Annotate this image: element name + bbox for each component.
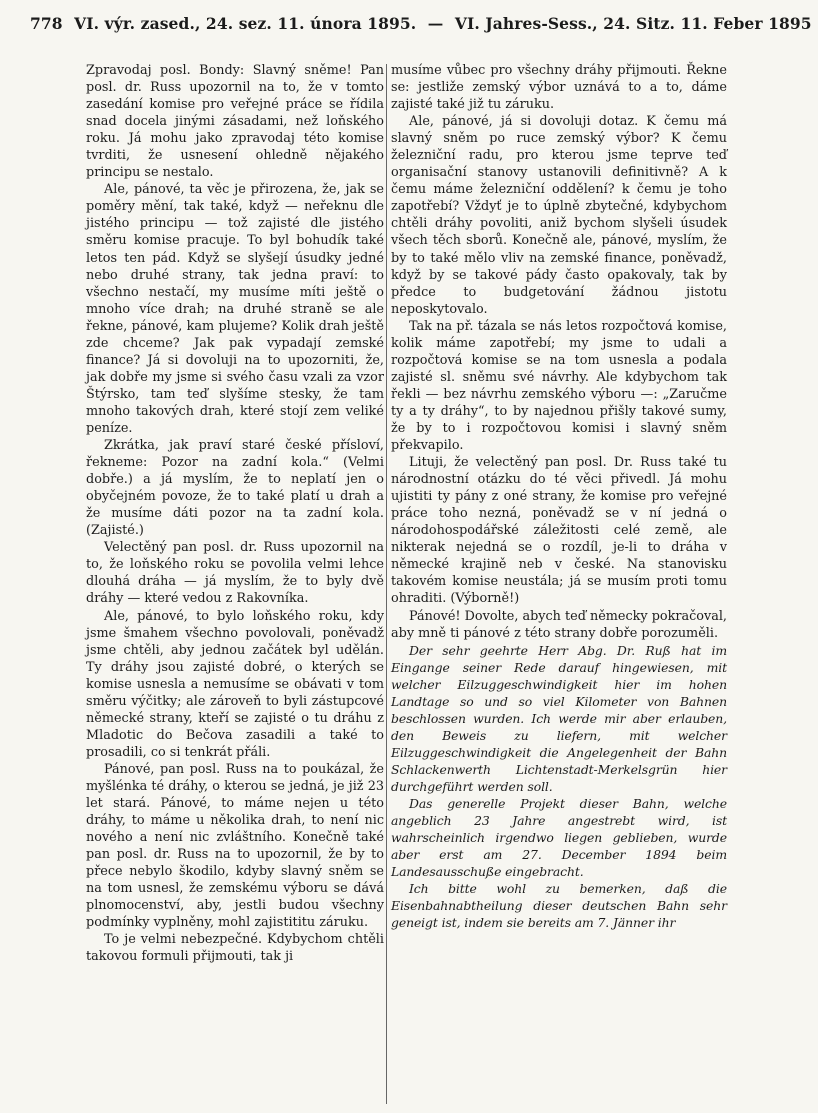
paragraph: Ale, pánové, ta věc je přirozena, že, jak se poměry mění, tak také, když — neřeknu dle jistého principu — tož zajisté dle jistého směru komise pracuje. To byl bohudík také letos ten pád. Když se slyšejí úsudky jedné nebo druhé strany, tak jedna praví: to všechno nestačí, my musíme míti ještě o mnoho více drah; na druhé straně se ale řekne, pánové, kam plujeme? Kolik drah ještě zde chceme? Jak pak vypadají zemské finance? Já si dovoluji na to upozorniti, že, jak dobře my jsme si svého času vzali za vzor Štýrsko, tam teď slyšíme stesky, že tam mnoho takových drah, které stojí zem veliké peníze. — [86, 182, 384, 436]
paragraph: Tak na př. tázala se nás letos rozpočtová komise, kolik máme zapotřebí; my jsme to udali a rozpočtová komise se na tom usnesla a podala zajisté sl. sněmu své návrhy. Ale kdybychom tak řekli — bez návrhu zemského výboru —: „Zaručme ty a ty dráhy“, to by najednou přišly takové sumy, že by to i rozpočtovou komisi i slavný sněm překvapilo. — [391, 318, 727, 454]
paragraph: Velectěný pan posl. dr. Russ upozornil na to, že loňského roku se povolila velmi lehce dlouhá dráha — já myslím, že to byly dvě dráhy — které vedou z Rakovníka. — [86, 540, 384, 607]
paragraph: To je velmi nebezpečné. Kdybychom chtěli takovou formuli přijmouti, tak ji — [86, 932, 384, 965]
paragraph: Pánové! Dovolte, abych teď německy pokračoval, aby mně ti pánové z této strany dobře porozuměli. — [391, 608, 727, 641]
right-column — [391, 62, 727, 931]
paragraph: Ale, pánové, já si dovoluji dotaz. K čemu má slavný sněm po ruce zemský výbor? K čemu železniční radu, pro kterou jsme teprve teď organisační stanovy ustanovili definitivně? A k čemu máme železniční oddělení? k čemu je toho zapotřebí? Vždyť je to úplně zbytečné, kdybychom chtěli dráhy povoliti, aniž bychom slyšeli úsudek všech těch sborů. Konečně ale, pánové, myslím, že by to také mělo vliv na zemské finance, poněvadž, když by se takové pády často opakovaly, tak by předce to budgetování žádnou jistotu neposkytovalo. — [391, 114, 727, 317]
paragraph: Ale, pánové, to bylo loňského roku, kdy jsme šmahem všechno povolovali, poněvadž jsme chtěli, aby jednou začátek byl udělán. Ty dráhy jsou zajisté dobré, o kterých se komise usnesla a nemusíme se obávati v tom směru výčitky; ale zároveň to byli zástupcové německé strany, kteří se zajisté o tu dráhu z Mladotic do Bečova zasadili a také to prosadili, co si tenkrát přáli. — [86, 608, 384, 760]
paragraph: Pánové, pan posl. Russ na to poukázal, že myšlénka té dráhy, o kterou se jedná, je již 23 let stará. Pánové, to máme nejen u této dráhy, to máme u několika drah, to není nic nového a není nic zvláštního. Konečně také pan posl. dr. Russ na to upozornil, že by to přece nebylo škodilo, kdyby slavný sněm se na tom usnesl, že zemskému výboru se dává plnomocenství, aby, jestli budou všechny podmínky vyplněny, mohl zajistititu záruku. — [86, 761, 384, 931]
paragraph: Ich bitte wohl zu bemerken, daß die Eisenbahnabtheilung dieser deutschen Bahn sehr geneigt ist, indem sie bereits am 7. Jänner ihr — [391, 881, 727, 931]
paragraph: musíme vůbec pro všechny dráhy přijmouti. Řekne se: jestliže zemský výbor uznává to a to, dáme zajisté také již tu záruku. — [391, 63, 727, 113]
paragraph: Zkrátka, jak praví staré české přísloví, řekneme: Pozor na zadní kola.“ (Velmi dobře.) a já myslím, že to neplatí jen o obyčejném povoze, že to také platí u drah a že musíme dáti pozor na ta zadní kola. (Zajisté.) — [86, 438, 384, 539]
header-separator: — — [427, 14, 444, 33]
paragraph: Das generelle Projekt dieser Bahn, welche angeblich 23 Jahre angestrebt wird, ist wahrscheinlich irgendwo liegen geblieben, wurde aber erst am 27. December 1894 beim Landesausschuße eingebracht. — [391, 796, 727, 880]
column-divider — [386, 64, 387, 1104]
header-czech: VI. výr. zased., 24. sez. 11. února 1895. — [74, 14, 417, 33]
page-number: 778 — [30, 14, 63, 33]
running-header — [30, 14, 812, 34]
header-german: VI. Jahres-Sess., 24. Sitz. 11. Feber 1895 — [454, 14, 812, 33]
paragraph: Der sehr geehrte Herr Abg. Dr. Ruß hat im Eingange seiner Rede darauf hingewiesen, mit welcher Eilzuggeschwindigkeit hier im hohen Landtage so und so viel Kilometer von Bahnen beschlossen wurden. Ich werde mir aber erlauben, den Beweis zu liefern, mit welcher Eilzuggeschwindigkeit die Angelegenheit der Bahn Schlackenwerth Lichtenstadt-Merkelsgrün hier durchgeführt werden soll. — [391, 642, 727, 794]
left-column — [86, 62, 384, 965]
paragraph: Zpravodaj posl. Bondy: Slavný sněme! Pan posl. dr. Russ upozornil na to, že v tomto zasedání komise pro veřejné práce se řídila snad docela jinými zásadami, než loňského roku. Já mohu jako zpravodaj této komise tvrditi, že usnesení ohledně nějakého principu se nestalo. — [86, 63, 384, 181]
paragraph: Lituji, že velectěný pan posl. Dr. Russ také tu národnostní otázku do té věci přivedl. Já mohu ujistiti ty pány z oné strany, že komise pro veřejné práce toho nezná, poněvadž se v ní jedná o národohospodářské záležitosti celé země, ale nikterak nejedná se o rozdíl, je-li to dráha v německé krajině neb v české. Na stanovisku takovém komise neustála; já se musím proti tomu ohraditi. (Výborně!) — [391, 455, 727, 607]
